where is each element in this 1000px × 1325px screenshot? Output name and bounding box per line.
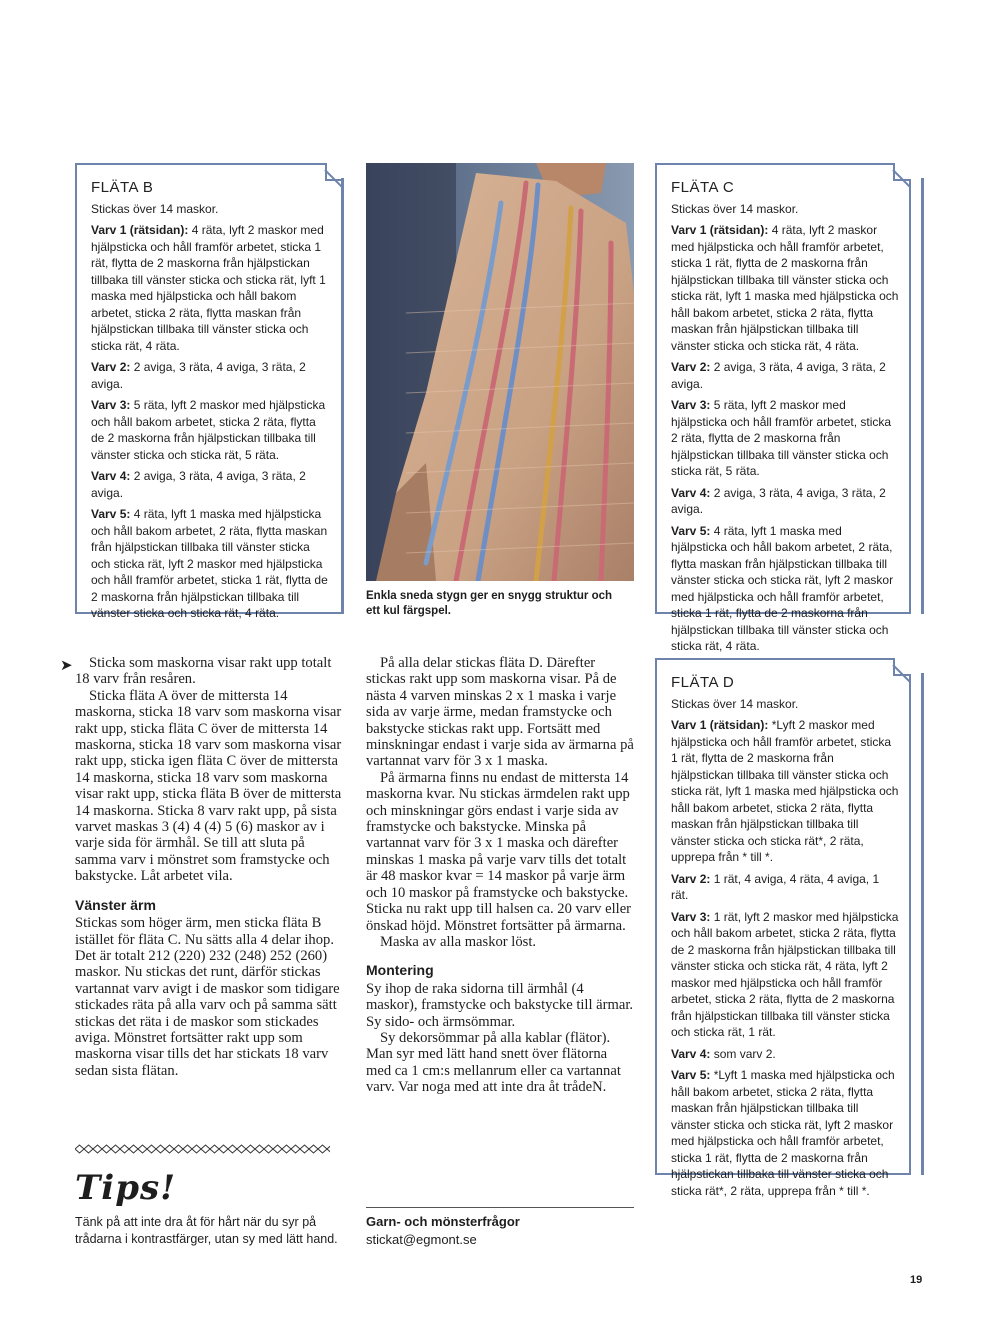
row-label: Varv 5: [671,1068,711,1082]
row-label: Varv 2: [671,871,711,886]
row-label: Varv 1 (rätsidan): [91,223,189,237]
row-label: Varv 4: [671,1046,711,1061]
row-text: 2 aviga, 3 räta, 4 aviga, 3 räta, 2 aviga. [91,360,306,391]
box-b-shadow [341,178,344,614]
row-text: 2 aviga, 3 räta, 4 aviga, 3 räta, 2 aviga. [671,485,886,516]
row-label: Varv 3: [671,398,711,412]
box-d-title: FLÄTA D [671,674,735,691]
box-b-title: FLÄTA B [91,179,154,196]
row-text: 1 rät, 4 aviga, 4 räta, 4 aviga, 1 rät. [671,871,880,902]
row-text: 4 räta, lyft 1 maska med hjälpsticka och håll bakom arbetet, 2 räta, flytta maskan från hjälpstickan tillbaka till vänster sticka och sticka rät, lyft 2 maskor med hjälpsticka och håll framför arbetet, sticka 1 rät, flytta de 2 maskorna från hjälpstickan tillbaka till vänster sticka och sticka rät, 4 räta. [671,523,894,653]
instruction-row [671,871,899,904]
diamond-divider [75,1143,330,1155]
row-label: Varv 1 (rätsidan): [671,223,769,237]
box-d-rows [671,717,899,1199]
instruction-row [91,359,329,392]
col1-paragraph-3: Stickas som höger ärm, men sticka fläta B istället för fläta C. Nu sätts alla 4 delar ihop. Det är totalt 212 (220) 232 (248) 252 (260) maskor. Nu stickas det runt, därför stickas vartannat varv avigt i de maskor som tidigare stickades räta på alla varv och på samma sätt stickas det räta i de maskor som stickades aviga. Mönstret fortsätter rakt upp som maskorna visar tills det har stickats 18 varv sedan sista flätan. [75,915,340,1079]
instruction-row [671,485,899,518]
row-text: 4 räta, lyft 1 maska med hjälpsticka och håll bakom arbetet, 2 räta, flytta maskan från hjälpstickan tillbaka till vänster sticka och sticka rät, lyft 2 maskor med hjälpsticka och håll framför arbetet, sticka 1 rät, flytta de 2 maskorna från hjälpstickan tillbaka till vänster sticka och sticka rät, 4 räta. [91,507,328,620]
row-text: 4 räta, lyft 2 maskor med hjälpsticka och håll framför arbetet, sticka 1 rät, flytta de 2 maskorna från hjälpstickan tillbaka till vänster sticka och sticka rät, lyft 1 maska med hjälpsticka och håll bakom arbetet, sticka 2 räta, flytta maskan från hjälpstickan tillbaka till vänster sticka och sticka rät, 4 räta. [91,223,326,353]
body-column-1 [75,655,345,1079]
instruction-row [91,222,329,354]
col2-paragraph-3: Maska av alla maskor löst. [380,933,537,950]
instruction-row [671,222,899,354]
col1-heading: Vänster ärm [75,896,156,913]
box-d-shadow [921,673,924,1175]
col1-paragraph-1: Sticka som maskorna visar rakt upp totalt 18 varv från resåren. [75,655,332,688]
tips-text: Tänk på att inte dra åt för hårt när du syr på trådarna i kontrastfärger, utan sy med lätt hand. [75,1215,338,1246]
contact-divider [366,1207,634,1208]
row-label: Varv 2: [671,360,711,374]
pattern-box-b [75,163,343,620]
instruction-row [671,717,899,866]
page-number: 19 [910,1274,923,1286]
sweater-photo [366,163,634,581]
row-label: Varv 4: [671,485,711,500]
row-label: Varv 4: [91,469,131,483]
col2-paragraph-5: Sy dekorsömmar på alla kablar (flätor). Man syr med lätt hand snett över flätorna med ca 1 cm:s mellanrum eller ca vartannat varv. Var noga med att inte dra åt trådeN. [366,1029,621,1096]
contact-title: Garn- och mönsterfrågor [366,1214,520,1229]
pattern-box-d [655,658,911,1198]
row-text: 1 rät, lyft 2 maskor med hjälpsticka och håll bakom arbetet, sticka 2 räta, flytta de 2 maskorna från hjälpstickan tillbaka till vänster sticka och sticka rät, 4 räta, lyft 2 maskor med hjälpsticka och håll framför arbetet, sticka 2 räta, flytta de 2 maskorna från hjälpstickan tillbaka till vänster sticka och sticka rät, 1 rät. [671,909,899,1039]
contact-email[interactable]: stickat@egmont.se [366,1232,477,1247]
row-label: Varv 1 (rätsidan): [671,718,769,732]
col2-paragraph-2: På ärmarna finns nu endast de mittersta 14 maskorna kvar. Nu stickas ärmdelen rakt upp och minskningar görs endast i varje sida av framstycke och bakstycke. Minska på vartannat varv för 3 x 1 maska och därefter minskas 1 maska på varje varv tills det totalt är 48 maskor kvar = 14 maskor på varje ärm och 10 maskor på framstycke och bakstycke. Sticka nu rakt upp till halsen ca. 20 varv eller önskad höjd. Mönstret fortsätter på ärmarna. [366,769,632,934]
body-column-2 [366,655,634,1096]
row-label: Varv 5: [91,507,131,521]
instruction-row [671,523,899,655]
row-text: 5 räta, lyft 2 maskor med hjälpsticka och håll framför arbetet, sticka 2 räta, flytta de 2 maskorna från hjälpstickan tillbaka till vänster sticka och sticka rät, 5 räta. [671,398,892,478]
col1-paragraph-2: Sticka fläta A över de mittersta 14 maskorna, sticka 18 varv som maskorna visar rakt upp, sticka fläta C över de mittersta 14 maskorna, sticka 18 varv som maskorna visar rakt upp, sticka igen fläta C över de mittersta 14 maskorna, sticka 18 varv som maskorna visar rakt upp, sticka fläta B över de mittersta 14 maskorna. Sticka 8 varv rakt upp, på sista varvet maskas 3 (4) 4 (4) 5 (6) maskor av i varje sida för ärmhål. Se till att sluta på samma varv i mönstret som framstycke och bakstycke. Låt arbetet vila. [75,687,342,885]
photo-caption: Enkla sneda stygn ger en snygg struktur och ett kul färgspel. [366,590,613,617]
row-text: som varv 2. [710,1046,776,1061]
tips-heading: Tips! [75,1168,177,1208]
row-label: Varv 3: [91,398,131,412]
arrow-icon: ➤ [60,656,73,674]
corner-fold [893,658,911,676]
row-text: *Lyft 2 maskor med hjälpsticka och håll framför arbetet, sticka 1 rät, flytta de 2 maskorna från hjälpstickan tillbaka till vänster sticka och sticka rät, lyft 1 maska med hjälpsticka och håll bakom arbetet, sticka 2 räta, flytta maskan från hjälpstickan tillbaka till vänster sticka och sticka rät*, 2 räta, upprepa från * till *. [671,718,899,864]
row-text: *Lyft 1 maska med hjälpsticka och håll bakom arbetet, sticka 2 räta, flytta maskan från hjälpstickan tillbaka till vänster sticka och sticka rät, lyft 2 maskor med hjälpsticka och håll framför arbetet, sticka 1 rät, flytta de 2 maskorna från hjälpstickan tillbaka till vänster sticka och sticka rät*, 2 räta, upprepa från * till *. [671,1068,895,1198]
row-label: Varv 3: [671,909,711,924]
box-b-rows [91,222,329,622]
instruction-row [671,359,899,392]
pattern-box-c [655,163,911,653]
instruction-row [91,397,329,463]
box-c-subtitle: Stickas över 14 maskor. [671,202,799,216]
col2-paragraph-1: På alla delar stickas fläta D. Därefter stickas rakt upp som maskorna visar. På de nästa 4 varven minskas 2 x 1 maska i varje sida av varje ärme, medan framstycke och bakstycke stickas rakt upp. Fortsätt med minskningar endast i varje sida av ärmarna på vartannat varv för 3 x 1 maska. [366,655,634,770]
instruction-row [91,506,329,622]
instruction-row [91,468,329,501]
row-text: 5 räta, lyft 2 maskor med hjälpsticka och håll bakom arbetet, sticka 2 räta, flytta de 2 maskorna från hjälpstickan tillbaka till vänster sticka och sticka rät, 5 räta. [91,398,326,462]
row-label: Varv 2: [91,360,131,374]
instruction-row [671,909,899,1041]
row-text: 2 aviga, 3 räta, 4 aviga, 3 räta, 2 aviga. [671,360,886,391]
sweater-illustration [366,163,634,581]
corner-fold [893,163,911,181]
box-d-subtitle: Stickas över 14 maskor. [671,697,799,711]
row-label: Varv 5: [671,523,711,538]
col2-heading: Montering [366,962,434,979]
box-c-title: FLÄTA C [671,179,735,196]
instruction-row [671,1067,899,1199]
instruction-row [671,1046,899,1063]
box-c-shadow [921,178,924,614]
instruction-row [671,397,899,480]
col2-paragraph-4: Sy ihop de raka sidorna till ärmhål (4 maskor), framstycke och bakstycke till ärmar. Sy sido- och ärmsömmar. [366,980,634,1030]
row-text: 4 räta, lyft 2 maskor med hjälpsticka och håll framför arbetet, sticka 1 rät, flytta de 2 maskorna från hjälpstickan tillbaka till vänster sticka och sticka rät, lyft 1 maska med hjälpsticka och håll bakom arbetet, sticka 2 räta, flytta maskan från hjälpstickan tillbaka till vänster sticka och sticka rät, 4 räta. [671,223,899,353]
row-text: 2 aviga, 3 räta, 4 aviga, 3 räta, 2 aviga. [91,469,306,500]
box-c-rows [671,222,899,655]
box-b-subtitle: Stickas över 14 maskor. [91,202,219,216]
